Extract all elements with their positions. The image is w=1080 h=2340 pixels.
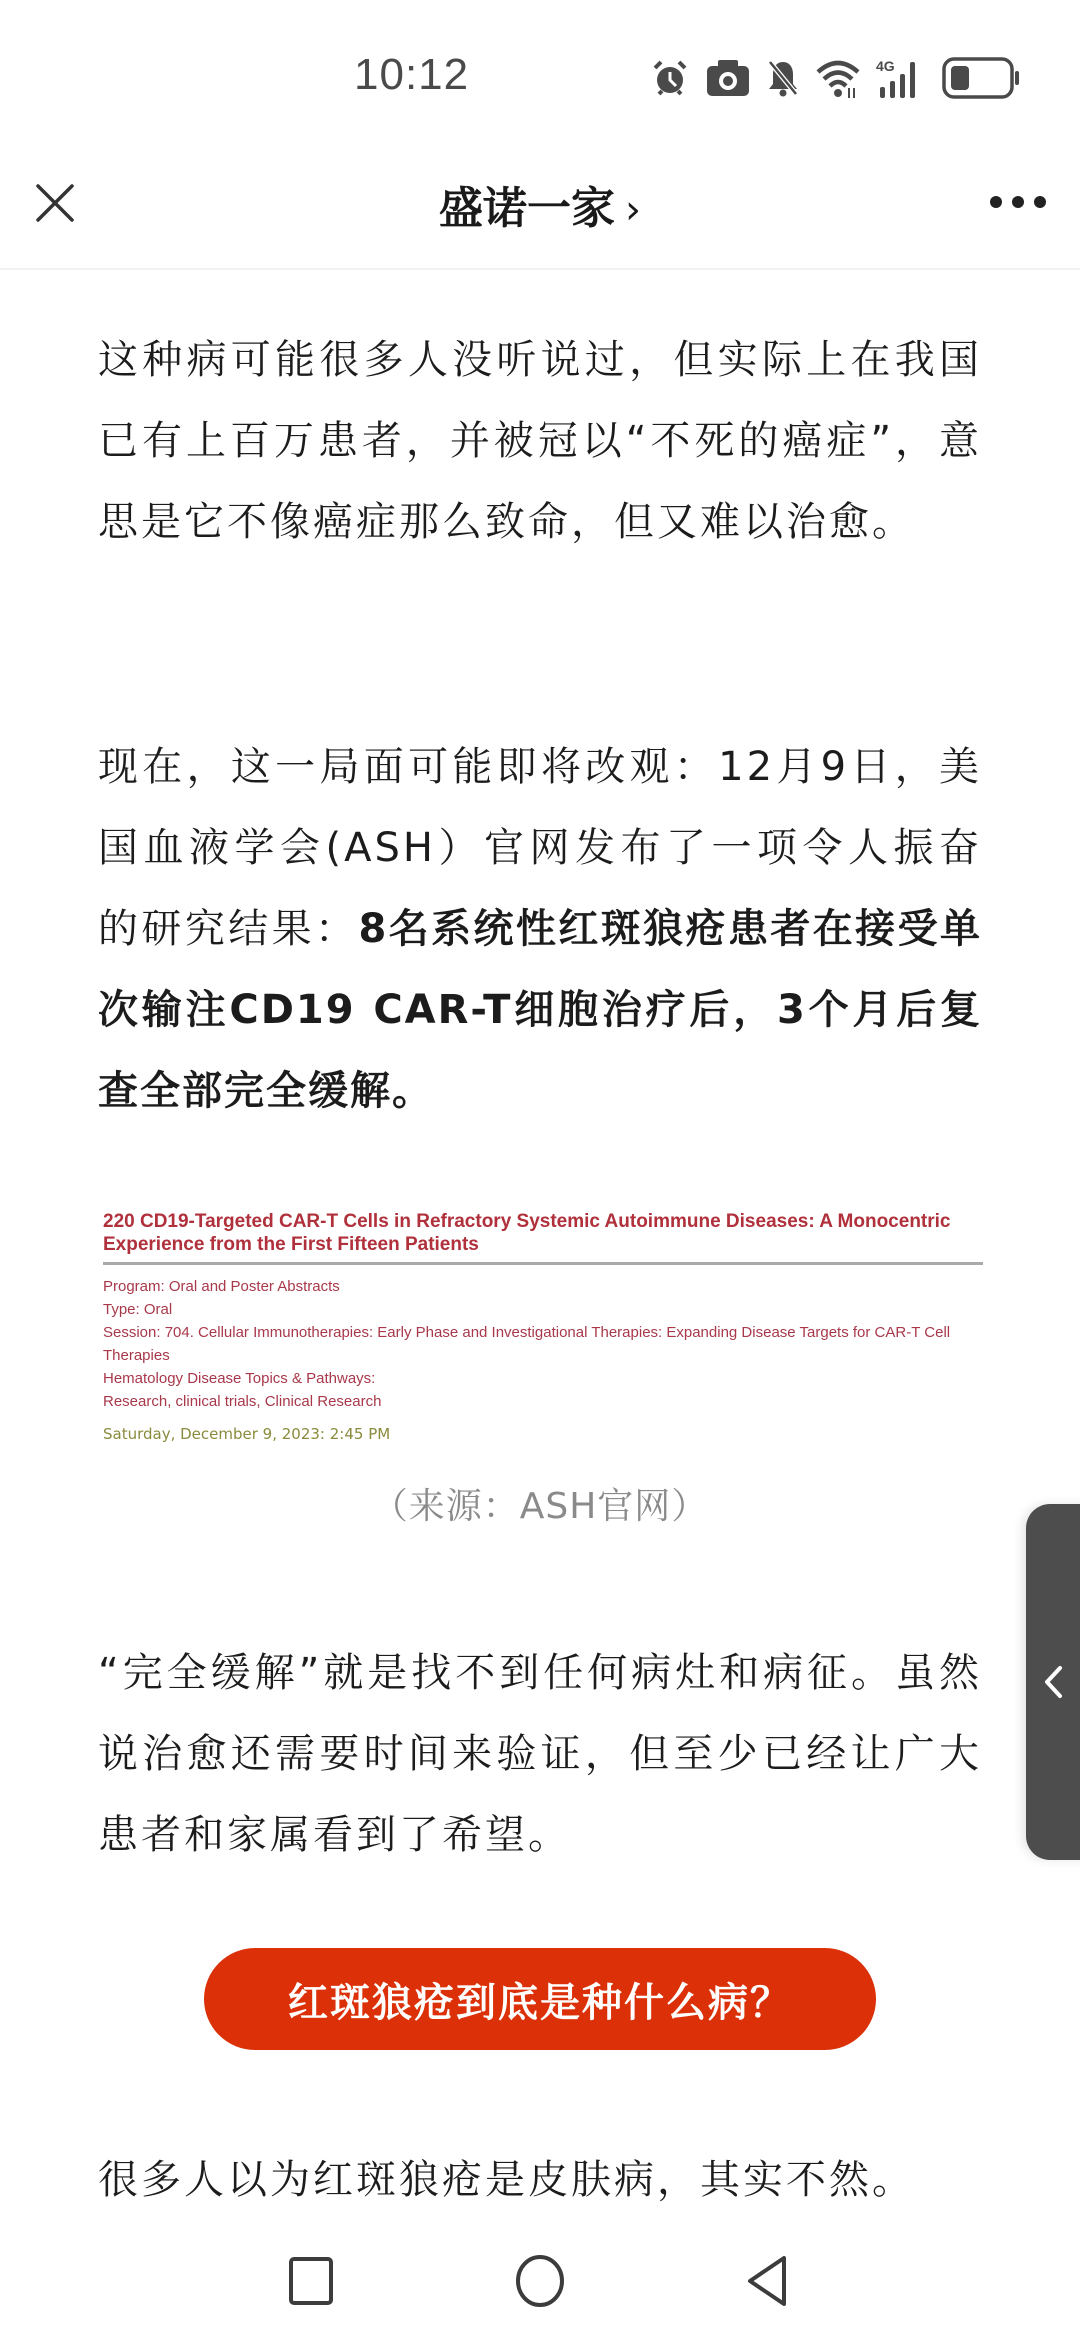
- section-heading: [204, 1948, 876, 2050]
- status-icons: [650, 56, 1020, 100]
- account-title-link[interactable]: [0, 172, 1080, 236]
- abstract-title: 220 CD19-Targeted CAR-T Cells in Refractory Systemic Autoimmune Diseases: A Monocentric Experience from the First Fifteen Patients: [103, 1211, 951, 1255]
- status-time: 10:12: [354, 50, 470, 99]
- status-bar: [0, 0, 1080, 140]
- abstract-topics: Research, clinical trials, Clinical Research: [103, 1393, 382, 1410]
- abstract-topics-label: Hematology Disease Topics & Pathways:: [103, 1370, 376, 1387]
- image-caption: （来源：ASH官网）: [371, 1486, 709, 1527]
- signal-4g-icon: [876, 57, 926, 99]
- abstract-session: Session: 704. Cellular Immunotherapies: Early Phase and Investigational Therapies: Expanding Disease Targets for CAR-T Cell Therapies: [103, 1324, 951, 1364]
- more-icon[interactable]: [990, 192, 1046, 212]
- camera-icon: [706, 59, 750, 97]
- svg-text:4G: 4G: [876, 58, 895, 74]
- chevron-left-icon: [1042, 1664, 1064, 1700]
- system-navigation-bar: [0, 2240, 1080, 2340]
- article-paragraph-2: [98, 727, 982, 1132]
- article-header: [0, 140, 1080, 270]
- wifi-icon: [816, 58, 860, 98]
- article-paragraph-1: 这种病可能很多人没听说过，但实际上在我国已有上百万患者，并被冠以“不死的癌症”，意思是它不像癌症那么致命，但又难以治愈。: [98, 337, 982, 545]
- account-name: 盛诺一家: [439, 183, 615, 234]
- paragraph-2-text: 现在，这一局面可能即将改观：12月9日，美国血液学会(ASH）官网发布了一项令人振奋的研究结果：: [98, 744, 982, 952]
- side-panel-tab[interactable]: [1026, 1504, 1080, 1860]
- back-icon[interactable]: [744, 2254, 790, 2308]
- paragraph-2-highlight: 8名系统性红斑狼疮患者在接受单次输注CD19 CAR-T细胞治疗后，3个月后复查全部完全缓解。: [98, 906, 982, 1114]
- abstract-type: Type: Oral: [103, 1301, 173, 1318]
- home-icon[interactable]: [514, 2254, 566, 2308]
- bell-muted-icon: [766, 58, 800, 98]
- article-paragraph-4: 很多人以为红斑狼疮是皮肤病，其实不然。: [98, 2157, 915, 2203]
- abstract-program: Program: Oral and Poster Abstracts: [103, 1278, 340, 1295]
- section-heading-text: 红斑狼疮到底是种什么病？: [288, 1979, 792, 2026]
- battery-icon: [942, 57, 1020, 99]
- alarm-icon: [650, 58, 690, 98]
- ash-abstract-image[interactable]: [98, 1210, 982, 1470]
- abstract-divider: [103, 1262, 983, 1265]
- abstract-date: Saturday, December 9, 2023: 2:45 PM: [103, 1425, 391, 1443]
- recents-icon[interactable]: [288, 2256, 334, 2306]
- chevron-right-icon: ›: [625, 187, 641, 233]
- article-paragraph-3: “完全缓解”就是找不到任何病灶和病征。虽然说治愈还需要时间来验证，但至少已经让广大患者和家属看到了希望。: [98, 1650, 982, 1858]
